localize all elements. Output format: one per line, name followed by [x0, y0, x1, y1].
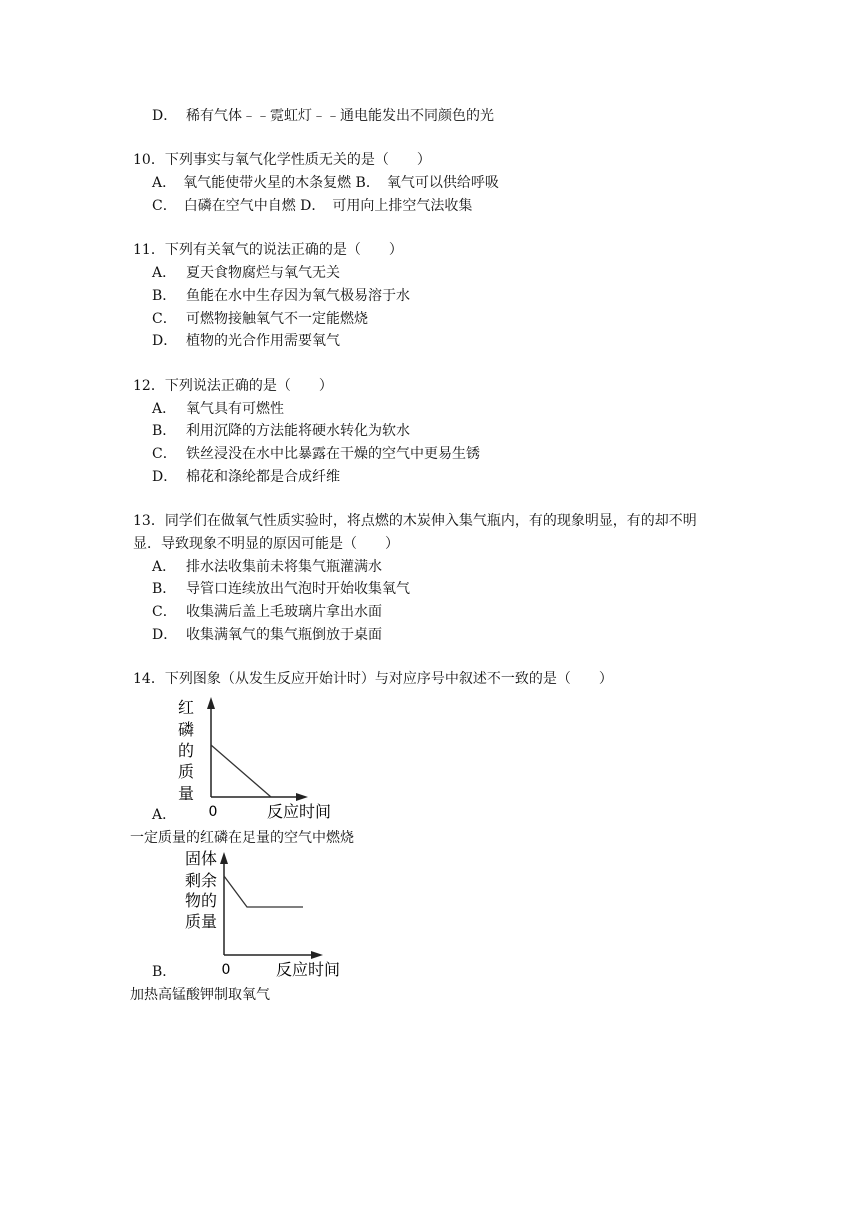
option-letter: C．	[152, 446, 177, 462]
option-letter: D．	[152, 108, 178, 124]
graph-b-curve	[224, 876, 303, 907]
option-letter: D．	[152, 627, 178, 643]
q9-option-d	[152, 107, 494, 125]
q11-option-b	[152, 287, 410, 305]
option-text: 收集满后盖上毛玻璃片拿出水面	[186, 604, 382, 620]
option-text: 可燃物接触氧气不一定能燃烧	[186, 311, 368, 327]
q13-option-a	[152, 558, 382, 576]
q12-stem: 12．下列说法正确的是（ ）	[133, 378, 333, 394]
option-letter: C．	[152, 604, 177, 620]
graph-b-origin: 0	[221, 962, 231, 978]
graph-a-red-phosphorus-mass	[170, 693, 340, 823]
graph-b-caption: 加热高锰酸钾制取氧气	[130, 987, 270, 1003]
option-letter: D．	[152, 469, 178, 485]
q11-option-d	[152, 332, 340, 350]
option-letter: A．	[152, 401, 177, 417]
option-text: 夏天食物腐烂与氧气无关	[186, 265, 340, 281]
option-text: 鱼能在水中生存因为氧气极易溶于水	[186, 288, 410, 304]
option-text: 植物的光合作用需要氧气	[186, 333, 340, 349]
graph-a-y-axis-arrow	[207, 697, 215, 709]
graph-b-ylabel-line: 固体	[184, 849, 218, 868]
q12-option-a	[152, 400, 284, 418]
option-letter: B．	[152, 288, 177, 304]
option-letter: A．	[152, 559, 177, 575]
graph-b-ylabel-line: 质量	[184, 912, 218, 931]
q13-stem-line1: 13．同学们在做氧气性质实验时，将点燃的木炭伸入集气瓶内，有的现象明显，有的却不明	[133, 513, 697, 529]
graph-b-ylabel-line: 物的	[184, 891, 218, 910]
q13-option-c	[152, 603, 382, 621]
graph-a-origin: 0	[208, 804, 218, 820]
option-text: 排水法收集前未将集气瓶灌满水	[186, 559, 382, 575]
q12-option-c	[152, 445, 480, 463]
q14-stem: 14．下列图象（从发生反应开始计时）与对应序号中叙述不一致的是（ ）	[133, 671, 613, 687]
q12-option-d	[152, 468, 340, 486]
graph-b-letter: B．	[152, 964, 177, 980]
option-letter: A．	[152, 265, 177, 281]
graph-a-ylabel-char: 红	[177, 698, 195, 717]
q13-option-b	[152, 580, 410, 598]
q10-options-row2: C． 白磷在空气中自燃 D． 可用向上排空气法收集	[152, 198, 473, 214]
option-letter: B．	[152, 581, 177, 597]
graph-a-ylabel-char: 量	[177, 784, 195, 803]
graph-a-ylabel-char: 磷	[177, 720, 195, 739]
graph-b-xlabel: 反应时间	[276, 960, 341, 979]
graph-a-ylabel-char: 的	[177, 741, 195, 760]
graph-a-caption: 一定质量的红磷在足量的空气中燃烧	[130, 830, 354, 846]
option-text: 利用沉降的方法能将硬水转化为软水	[186, 423, 410, 439]
option-text: 铁丝浸没在水中比暴露在干燥的空气中更易生锈	[186, 446, 480, 462]
graph-b-y-axis-arrow	[220, 852, 228, 864]
option-letter: C．	[152, 311, 177, 327]
q11-option-c	[152, 310, 368, 328]
q10-options-row1: A． 氧气能使带火星的木条复燃 B． 氧气可以供给呼吸	[152, 175, 499, 191]
option-text: 导管口连续放出气泡时开始收集氧气	[186, 581, 410, 597]
q13-stem-line2: 显．导致现象不明显的原因可能是（ ）	[133, 536, 399, 552]
option-text: 收集满氧气的集气瓶倒放于桌面	[186, 627, 382, 643]
option-text: 棉花和涤纶都是合成纤维	[186, 469, 340, 485]
q13-option-d	[152, 626, 382, 644]
graph-b-ylabel-line: 剩余	[184, 871, 218, 890]
graph-a-ylabel-char: 质	[177, 762, 195, 781]
option-letter: B．	[152, 423, 177, 439]
q11-option-a	[152, 264, 340, 282]
q11-stem: 11．下列有关氧气的说法正确的是（ ）	[133, 242, 403, 258]
option-text: 氧气具有可燃性	[186, 401, 284, 417]
option-letter: D．	[152, 333, 178, 349]
graph-a-letter: A．	[152, 807, 177, 823]
graph-a-x-axis-arrow	[296, 793, 308, 801]
graph-b-x-axis-arrow	[311, 951, 323, 959]
option-text: 稀有气体﹣﹣霓虹灯﹣﹣通电能发出不同颜色的光	[186, 108, 494, 124]
graph-a-curve	[211, 745, 271, 797]
graph-a-xlabel: 反应时间	[267, 802, 332, 821]
graph-b-solid-residue-mass	[183, 848, 353, 980]
q10-stem: 10．下列事实与氧气化学性质无关的是（ ）	[133, 152, 431, 168]
q12-option-b	[152, 422, 410, 440]
